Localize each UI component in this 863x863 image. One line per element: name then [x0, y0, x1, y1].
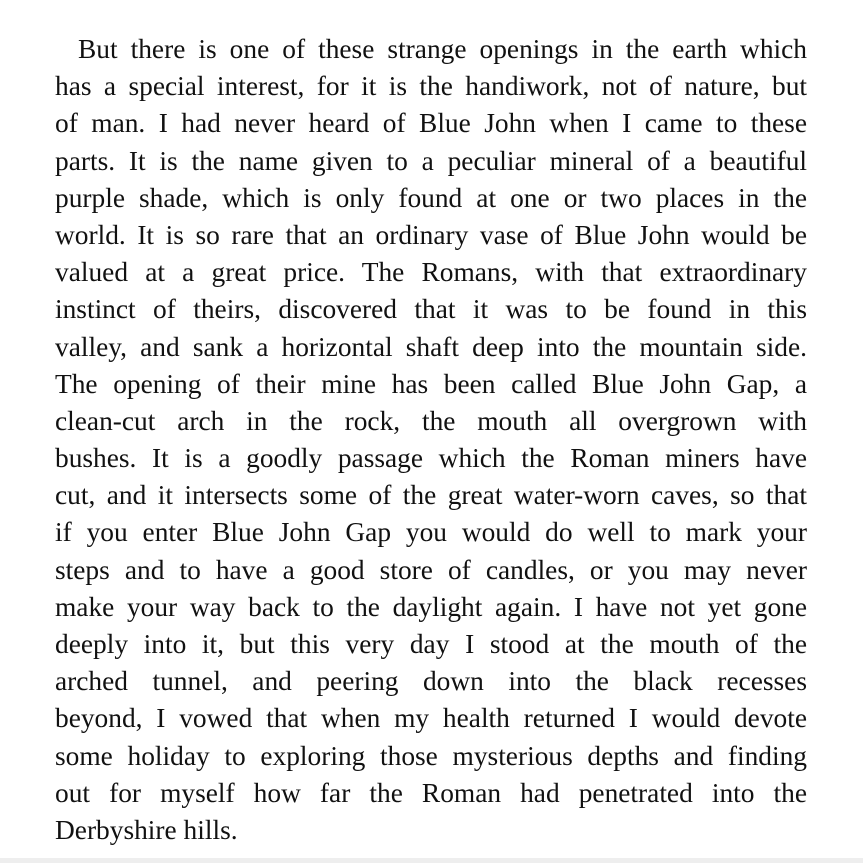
paragraph-line: some holiday to exploring those mysterious depths and finding [55, 740, 807, 771]
paragraph-line: cut, and it intersects some of the great water-worn caves, so that [55, 480, 807, 511]
paragraph-line: steps and to have a good store of candles, or you may never [55, 554, 807, 585]
paragraph-line: of man. I had never heard of Blue John when I came to these [55, 108, 807, 139]
paragraph-line: arched tunnel, and peering down into the black recesses [55, 666, 807, 697]
paragraph-line: if you enter Blue John Gap you would do well to mark your [55, 517, 807, 548]
paragraph-line: valued at a great price. The Romans, with that extraordinary [55, 257, 807, 288]
paragraph-line: clean-cut arch in the rock, the mouth all overgrown with [55, 405, 807, 436]
paragraph-line: out for myself how far the Roman had penetrated into the [55, 777, 807, 808]
paragraph [55, 31, 807, 849]
paragraph-line: purple shade, which is only found at one or two places in the [55, 182, 807, 213]
paragraph-line: Derbyshire hills. [55, 814, 238, 845]
paragraph-line: world. It is so rare that an ordinary vase of Blue John would be [55, 219, 807, 250]
paragraph-line: parts. It is the name given to a peculiar mineral of a beautiful [55, 145, 807, 176]
paragraph-line: But there is one of these strange openings in the earth which [78, 34, 807, 64]
paragraph-line: make your way back to the daylight again. I have not yet gone [55, 591, 807, 622]
paragraph-line: valley, and sank a horizontal shaft deep into the mountain side. [55, 331, 807, 362]
bottom-edge [0, 858, 863, 863]
paragraph-line: instinct of theirs, discovered that it was to be found in this [55, 294, 807, 325]
paragraph-line: The opening of their mine has been called Blue John Gap, a [55, 368, 807, 399]
paragraph-line: beyond, I vowed that when my health returned I would devote [55, 703, 807, 734]
paragraph-line: bushes. It is a goodly passage which the Roman miners have [55, 443, 807, 474]
paragraph-line: deeply into it, but this very day I stood at the mouth of the [55, 629, 807, 659]
paragraph-line: has a special interest, for it is the handiwork, not of nature, but [55, 71, 807, 102]
